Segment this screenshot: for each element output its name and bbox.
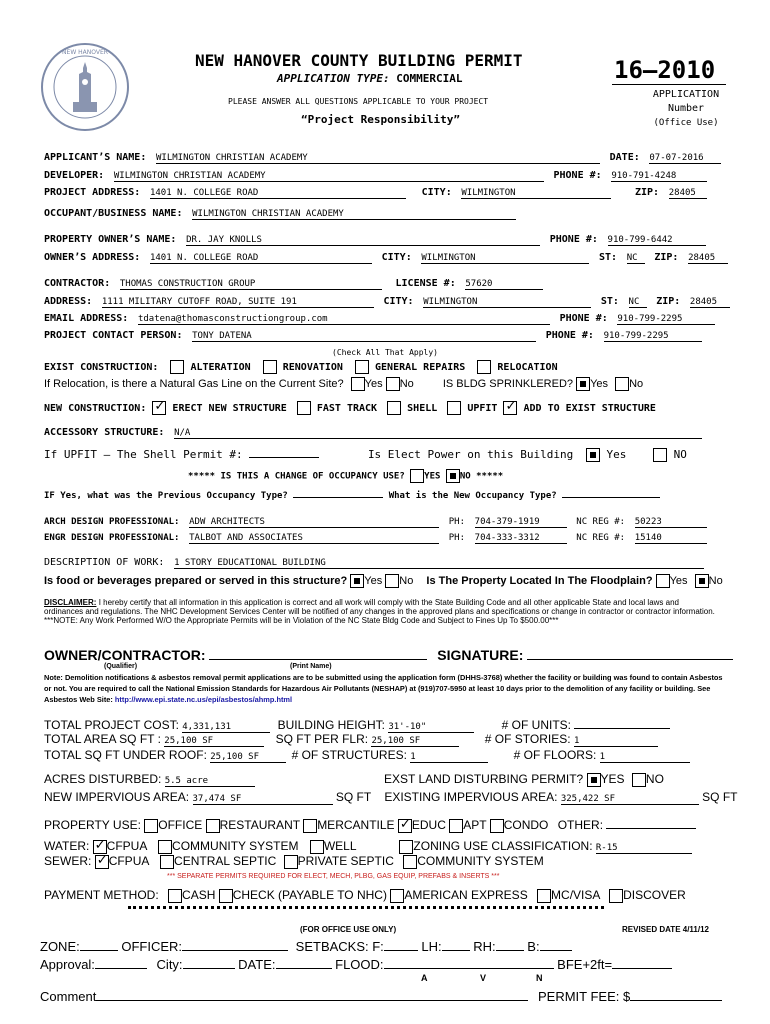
roof-row: [44, 748, 690, 763]
add-exist-label: ADD TO EXIST STRUCTURE: [523, 403, 656, 414]
license-label: LICENSE #:: [395, 278, 456, 289]
area-field[interactable]: 25,100 SF: [164, 736, 264, 747]
gas-no-label: No: [399, 377, 414, 390]
contractor-phone-field[interactable]: 910-799-2295: [617, 314, 715, 325]
permit-fee-field[interactable]: [630, 988, 722, 1001]
general-repairs-checkbox[interactable]: [355, 360, 369, 374]
water-community-label: COMMUNITY SYSTEM: [172, 839, 299, 853]
owner-signature-row: [44, 645, 733, 663]
engr-field[interactable]: TALBOT AND ASSOCIATES: [189, 533, 439, 544]
shell-permit-field[interactable]: [249, 445, 319, 458]
project-zip-label: ZIP:: [635, 187, 660, 198]
occupancy-type-row: [44, 487, 660, 501]
contractor-label: CONTRACTOR:: [44, 278, 111, 289]
sprinkler-yes-checkbox[interactable]: [576, 377, 590, 391]
private-septic-label: PRIVATE SEPTIC: [297, 854, 394, 868]
disclaimer-label: DISCLAIMER:: [44, 598, 97, 607]
height-field[interactable]: 31'-10": [388, 722, 474, 733]
project-city-field[interactable]: WILMINGTON: [461, 188, 611, 199]
elect-no-label: NO: [673, 448, 687, 461]
food-no-label: No: [399, 574, 414, 587]
new-impervious-field[interactable]: 37,474 SF: [193, 794, 333, 805]
central-septic-label: CENTRAL SEPTIC: [174, 854, 277, 868]
elect-no-checkbox[interactable]: [653, 448, 667, 462]
contractor-row: [44, 271, 543, 290]
applicant-name-field[interactable]: WILMINGTON CHRISTIAN ACADEMY: [156, 153, 600, 164]
arch-reg-field[interactable]: 50223: [635, 517, 707, 528]
signature-field[interactable]: [527, 645, 733, 660]
land-permit-yes-checkbox[interactable]: [587, 773, 601, 787]
zoning-label: ZONING USE CLASSIFICATION:: [413, 839, 593, 853]
apt-checkbox[interactable]: [449, 819, 463, 833]
condo-checkbox[interactable]: [490, 819, 504, 833]
mc-label: MC/VISA: [551, 888, 600, 902]
permit-fee-label: PERMIT FEE: $: [537, 989, 631, 1004]
signature-label: SIGNATURE:: [437, 647, 524, 663]
zone-label: ZONE:: [40, 939, 80, 954]
developer-field[interactable]: WILMINGTON CHRISTIAN ACADEMY: [114, 171, 544, 182]
owner-zip-field[interactable]: 28405: [688, 253, 728, 264]
office-date-label: DATE:: [238, 957, 276, 972]
land-permit-no-label: NO: [645, 772, 664, 786]
owner-name-field[interactable]: DR. JAY KNOLLS: [186, 235, 540, 246]
payment-row: [44, 888, 686, 903]
officer-label: OFFICER:: [121, 939, 183, 954]
per-flr-label: SQ FT PER FLR:: [275, 732, 369, 746]
qualifier-note: (Qualifier): [104, 663, 138, 670]
accessory-field[interactable]: N/A: [174, 428, 702, 439]
arch-ph-label: PH:: [448, 517, 466, 527]
exist-construction-label: EXIST CONSTRUCTION:: [44, 362, 159, 373]
owner-st-field[interactable]: NC: [627, 253, 645, 264]
engr-row: [44, 525, 707, 544]
food-flood-row: [44, 574, 723, 588]
arch-field[interactable]: ADW ARCHITECTS: [189, 517, 439, 528]
exist-construction-row: [44, 360, 558, 374]
relocation-label: RELOCATION: [497, 362, 558, 373]
upfit-checkbox[interactable]: [447, 401, 461, 415]
erect-checkbox[interactable]: [152, 401, 166, 415]
owner-phone-label: PHONE #:: [549, 234, 598, 245]
elect-question: Is Elect Power on this Building: [367, 448, 574, 461]
height-label: BUILDING HEIGHT:: [277, 718, 385, 732]
owner-address-label: OWNER’S ADDRESS:: [44, 252, 141, 263]
land-permit-no-checkbox[interactable]: [632, 773, 646, 787]
prev-occupancy-field[interactable]: [293, 487, 383, 498]
payment-label: PAYMENT METHOD:: [44, 888, 159, 902]
per-flr-field[interactable]: 25,100 SF: [371, 736, 459, 747]
owner-contractor-field[interactable]: [209, 645, 427, 660]
b-field[interactable]: [540, 938, 572, 951]
well-checkbox[interactable]: [310, 840, 324, 854]
area-label: TOTAL AREA SQ FT :: [44, 732, 161, 746]
acres-label: ACRES DISTURBED:: [44, 772, 162, 786]
engr-reg-field[interactable]: 15140: [635, 533, 707, 544]
impervious-row: [44, 790, 738, 805]
alteration-label: ALTERATION: [190, 362, 251, 373]
occupancy-row: [188, 469, 503, 483]
condo-label: CONDO: [503, 818, 549, 832]
engr-ph-field[interactable]: 704-333-3312: [475, 533, 567, 544]
exist-impervious-field[interactable]: 325,422 SF: [561, 794, 699, 805]
add-exist-checkbox[interactable]: [503, 401, 517, 415]
mercantile-label: MERCANTILE: [317, 818, 395, 832]
new-occupancy-field[interactable]: [562, 487, 660, 498]
project-city-label: CITY:: [421, 187, 452, 198]
comment-field[interactable]: [96, 988, 528, 1001]
print-name-note: (Print Name): [290, 663, 332, 670]
note-text: Demolition notifications & asbestos removal permit applications are to be submitted using the application form (DHHS-3768) whether the facility or building was found to contain Asbestos or not. You are required to call the National Emission Standards for Hazardous Air Pollutants (NESHAP) at (919)707-5950 at least 10 days prior to the demolition of any facility or building. See Asbestos Web Site:: [44, 673, 723, 704]
contact-label: PROJECT CONTACT PERSON:: [44, 330, 183, 341]
units-field[interactable]: [574, 716, 670, 729]
office-use-label: (Office Use): [653, 118, 719, 128]
flood-v-label: V: [480, 973, 487, 983]
contractor-phone-label: PHONE #:: [559, 313, 608, 324]
stories-field[interactable]: 1: [574, 736, 658, 747]
contractor-field[interactable]: THOMAS CONSTRUCTION GROUP: [120, 279, 382, 290]
arch-label: ARCH DESIGN PROFESSIONAL:: [44, 517, 180, 527]
sewer-community-label: COMMUNITY SYSTEM: [417, 854, 544, 868]
new-construction-label: NEW CONSTRUCTION:: [44, 403, 147, 414]
cash-checkbox[interactable]: [168, 889, 182, 903]
structures-label: # OF STRUCTURES:: [291, 748, 407, 762]
asbestos-link[interactable]: http://www.epi.state.nc.us/epi/asbestos/ahmp.html: [114, 695, 293, 704]
elect-yes-checkbox[interactable]: [586, 448, 600, 462]
alteration-checkbox[interactable]: [170, 360, 184, 374]
description-field[interactable]: 1 STORY EDUCATIONAL BUILDING: [174, 558, 704, 569]
new-impervious-label: NEW IMPERVIOUS AREA:: [44, 790, 190, 804]
contact-phone-label: PHONE #:: [545, 330, 594, 341]
flood-no-label: No: [708, 574, 723, 587]
application-number: 16–2010: [614, 56, 716, 84]
developer-phone-field[interactable]: 910-791-4248: [611, 171, 707, 182]
exist-impervious-label: EXISTING IMPERVIOUS AREA:: [384, 790, 558, 804]
well-label: WELL: [323, 839, 357, 853]
contractor-city-label: CITY:: [383, 296, 414, 307]
disclaimer-text: I hereby certify that all information in this application is correct and all work will comply with the State Building Code and all other applicable State and local laws and ordinances and regulations. The NHC Development Services Center will be notified of any changes in the approved plans and specifications or change in contractor or contractor information. ***NOTE: Any Work Performed W/O the Appropriate Permits will be in Violation of the NC State Bldg Code and Subject to Fines Up To $500.00***: [44, 598, 715, 625]
developer-phone-label: PHONE #:: [553, 170, 602, 181]
project-address-label: PROJECT ADDRESS:: [44, 187, 141, 198]
roof-label: TOTAL SQ FT UNDER ROOF:: [44, 748, 207, 762]
zone-field[interactable]: [80, 938, 118, 951]
food-question: Is food or beverages prepared or served in this structure?: [44, 574, 348, 587]
amex-label: AMERICAN EXPRESS: [404, 888, 528, 902]
contractor-zip-label: ZIP:: [656, 296, 681, 307]
app-type-label: APPLICATION TYPE:: [277, 72, 390, 85]
flood-a-label: A: [421, 973, 428, 983]
owner-name-row: [44, 227, 706, 246]
sewer-row: [44, 854, 544, 869]
rh-label: RH:: [473, 939, 496, 954]
svg-text:NEW HANOVER: NEW HANOVER: [62, 49, 108, 56]
upfit-label: UPFIT: [467, 403, 498, 414]
flood-yes-checkbox[interactable]: [656, 574, 670, 588]
owner-st-label: ST:: [599, 252, 618, 263]
shell-checkbox[interactable]: [387, 401, 401, 415]
occupant-field[interactable]: WILMINGTON CHRISTIAN ACADEMY: [192, 209, 516, 220]
educ-checkbox[interactable]: [398, 819, 412, 833]
renovation-checkbox[interactable]: [263, 360, 277, 374]
private-septic-checkbox[interactable]: [284, 855, 298, 869]
flood-label: FLOOD:: [335, 957, 384, 972]
water-row: [44, 839, 692, 854]
structures-field[interactable]: 1: [410, 752, 488, 763]
app-type: [277, 72, 462, 85]
acres-field[interactable]: 5.5 acre: [165, 776, 255, 787]
license-field[interactable]: 57620: [465, 279, 543, 290]
zoning-field[interactable]: R-15: [596, 843, 692, 854]
approval-label: Approval:: [40, 957, 95, 972]
elect-yes-label: Yes: [606, 448, 627, 461]
app-number-label: [640, 88, 732, 130]
office-use-title: (FOR OFFICE USE ONLY): [300, 925, 397, 934]
restaurant-checkbox[interactable]: [206, 819, 220, 833]
land-permit-yes-label: YES: [600, 772, 625, 786]
occupant-label: OCCUPANT/BUSINESS NAME:: [44, 208, 183, 219]
food-no-checkbox[interactable]: [385, 574, 399, 588]
restaurant-label: RESTAURANT: [219, 818, 300, 832]
water-cfpua-label: CFPUA: [106, 839, 147, 853]
contractor-address-field[interactable]: 1111 MILITARY CUTOFF ROAD, SUITE 191: [102, 297, 374, 308]
sewer-cfpua-checkbox[interactable]: [95, 855, 109, 869]
engr-reg-label: NC REG #:: [576, 533, 626, 543]
accessory-row: [44, 420, 702, 439]
new-construction-row: [44, 401, 656, 415]
land-permit-question: EXST LAND DISTURBING PERMIT?: [384, 772, 584, 786]
sprinkler-yes-label: Yes: [590, 377, 609, 390]
contact-phone-field[interactable]: 910-799-2295: [604, 331, 702, 342]
stories-label: # OF STORIES:: [484, 732, 571, 746]
renovation-label: RENOVATION: [282, 362, 343, 373]
owner-contractor-label: OWNER/CONTRACTOR:: [44, 647, 206, 663]
acres-row: [44, 772, 664, 787]
bfe-field[interactable]: [612, 956, 672, 969]
sprinkler-question: IS BLDG SPRINKLERED?: [442, 377, 574, 390]
zoning-checkbox[interactable]: [399, 840, 413, 854]
comment-row: [40, 988, 722, 1004]
flood-question: Is The Property Located In The Floodplain?: [426, 574, 653, 587]
engr-label: ENGR DESIGN PROFESSIONAL:: [44, 533, 180, 543]
owner-address-row: [44, 245, 728, 264]
amex-checkbox[interactable]: [390, 889, 404, 903]
check-label: CHECK (PAYABLE TO NHC): [232, 888, 387, 902]
office-date-field[interactable]: [276, 956, 332, 969]
description-row: [44, 550, 704, 569]
contact-row: [44, 323, 702, 342]
educ-label: EDUC: [411, 818, 446, 832]
bfe-label: BFE+2ft=: [557, 957, 613, 972]
prev-occupancy-label: IF Yes, what was the Previous Occupancy Type?: [44, 491, 288, 501]
gas-row: [44, 377, 643, 391]
water-cfpua-checkbox[interactable]: [93, 840, 107, 854]
sprinkler-no-label: No: [629, 377, 644, 390]
comment-label: Comment: [40, 989, 97, 1004]
gas-no-checkbox[interactable]: [386, 377, 400, 391]
project-address-field[interactable]: 1401 N. COLLEGE ROAD: [150, 188, 406, 199]
other-field[interactable]: [606, 816, 696, 829]
lh-field[interactable]: [442, 938, 470, 951]
date-label: DATE:: [609, 152, 640, 163]
applicant-name-label: APPLICANT’S NAME:: [44, 152, 147, 163]
property-use-row: [44, 816, 696, 833]
food-yes-label: Yes: [364, 574, 383, 587]
apt-label: APT: [463, 818, 487, 832]
property-use-label: PROPERTY USE:: [44, 818, 141, 832]
description-label: DESCRIPTION OF WORK:: [44, 557, 165, 568]
owner-name-label: PROPERTY OWNER’S NAME:: [44, 234, 177, 245]
owner-phone-field[interactable]: 910-799-6442: [608, 235, 706, 246]
roof-field[interactable]: 25,100 SF: [210, 752, 286, 763]
gas-question: If Relocation, is there a Natural Gas Line on the Current Site?: [44, 377, 344, 390]
food-yes-checkbox[interactable]: [350, 574, 364, 588]
email-label: EMAIL ADDRESS:: [44, 313, 129, 324]
city-label: City:: [156, 957, 183, 972]
sewer-label: SEWER:: [44, 854, 92, 868]
occupancy-question: ***** IS THIS A CHANGE OF OCCUPANCY USE?: [188, 471, 405, 482]
b-label: B:: [527, 939, 540, 954]
sewer-cfpua-label: CFPUA: [108, 854, 149, 868]
flood-n-label: N: [536, 973, 543, 983]
discover-label: DISCOVER: [623, 888, 686, 902]
city-field[interactable]: [183, 956, 235, 969]
setback-f-field[interactable]: [384, 938, 418, 951]
upfit-row: [44, 445, 687, 462]
app-type-value: COMMERCIAL: [396, 72, 463, 85]
water-label: WATER:: [44, 839, 90, 853]
separate-permits-note: *** SEPARATE PERMITS REQUIRED FOR ELECT, MECH, PLBG, GAS EQUIP, PREFABS & INSERTS ***: [167, 873, 500, 880]
flood-no-checkbox[interactable]: [695, 574, 709, 588]
flood-field[interactable]: [384, 956, 554, 969]
check-checkbox[interactable]: [219, 889, 233, 903]
fast-track-label: FAST TRACK: [316, 403, 378, 414]
engr-ph-label: PH:: [448, 533, 466, 543]
cost-label: TOTAL PROJECT COST:: [44, 718, 179, 732]
app-number-label-2: Number: [667, 103, 705, 114]
contact-field[interactable]: TONY DATENA: [192, 331, 536, 342]
email-field[interactable]: tdatena@thomasconstructiongroup.com: [138, 314, 550, 325]
project-zip-field[interactable]: 28405: [669, 188, 707, 199]
exist-impervious-unit: SQ FT: [702, 790, 738, 804]
new-impervious-unit: SQ FT: [335, 790, 371, 804]
revised-date: REVISED DATE 4/11/12: [622, 925, 709, 934]
officer-field[interactable]: [182, 938, 288, 951]
fast-track-checkbox[interactable]: [297, 401, 311, 415]
discover-checkbox[interactable]: [609, 889, 623, 903]
note-label: Note:: [44, 673, 63, 682]
owner-city-label: CITY:: [381, 252, 412, 263]
lh-label: LH:: [421, 939, 442, 954]
contractor-zip-field[interactable]: 28405: [690, 297, 730, 308]
office-checkbox[interactable]: [144, 819, 158, 833]
mc-checkbox[interactable]: [537, 889, 551, 903]
cost-row: [44, 716, 670, 733]
setbacks-label: SETBACKS: F:: [295, 939, 384, 954]
approval-field[interactable]: [95, 956, 147, 969]
owner-city-field[interactable]: WILMINGTON: [421, 253, 589, 264]
cash-label: CASH: [182, 888, 216, 902]
contractor-st-label: ST:: [600, 296, 619, 307]
county-seal: [40, 42, 130, 132]
shell-label: SHELL: [407, 403, 438, 414]
app-number-label-1: APPLICATION: [652, 89, 720, 100]
rh-field[interactable]: [496, 938, 524, 951]
gas-yes-checkbox[interactable]: [351, 377, 365, 391]
floors-label: # OF FLOORS:: [513, 748, 597, 762]
project-address-row: [44, 180, 707, 199]
occupancy-no-label: NO *****: [459, 471, 504, 482]
date-field[interactable]: 07-07-2016: [649, 153, 721, 164]
upfit-question: If UPFIT – The Shell Permit #:: [44, 448, 243, 461]
arch-reg-label: NC REG #:: [576, 517, 626, 527]
accessory-label: ACCESSORY STRUCTURE:: [44, 427, 165, 438]
page-title: NEW HANOVER COUNTY BUILDING PERMIT: [195, 51, 523, 70]
contractor-city-field[interactable]: WILMINGTON: [423, 297, 591, 308]
approval-row: [40, 956, 672, 972]
project-responsibility: “Project Responsibility”: [301, 113, 460, 126]
asbestos-note: [44, 672, 728, 705]
sprinkler-no-checkbox[interactable]: [615, 377, 629, 391]
check-all-note: (Check All That Apply): [332, 348, 438, 357]
cost-field[interactable]: 4,331,131: [182, 722, 270, 733]
contractor-st-field[interactable]: NC: [629, 297, 647, 308]
occupancy-yes-label: YES: [424, 471, 441, 482]
floors-field[interactable]: 1: [600, 752, 690, 763]
units-label: # OF UNITS:: [501, 718, 571, 732]
owner-zip-label: ZIP:: [654, 252, 679, 263]
owner-address-field[interactable]: 1401 N. COLLEGE ROAD: [150, 253, 372, 264]
general-repairs-label: GENERAL REPAIRS: [375, 362, 466, 373]
gas-yes-label: Yes: [364, 377, 383, 390]
contractor-address-label: ADDRESS:: [44, 296, 93, 307]
separator-asterisks: [128, 906, 604, 915]
sewer-community-checkbox[interactable]: [403, 855, 417, 869]
zone-row: [40, 938, 572, 954]
disclaimer: [44, 598, 720, 625]
central-septic-checkbox[interactable]: [160, 855, 174, 869]
relocation-checkbox[interactable]: [477, 360, 491, 374]
office-label: OFFICE: [158, 818, 203, 832]
flood-yes-label: Yes: [669, 574, 688, 587]
developer-label: DEVELOPER:: [44, 170, 105, 181]
other-label: OTHER:: [557, 818, 604, 832]
water-community-checkbox[interactable]: [158, 840, 172, 854]
occupant-row: [44, 201, 516, 220]
arch-ph-field[interactable]: 704-379-1919: [475, 517, 567, 528]
new-occupancy-label: What is the New Occupancy Type?: [388, 491, 557, 501]
applicant-name-row: [44, 145, 724, 164]
erect-label: ERECT NEW STRUCTURE: [172, 403, 287, 414]
occupancy-no-checkbox[interactable]: [446, 469, 460, 483]
area-row: [44, 732, 658, 747]
mercantile-checkbox[interactable]: [303, 819, 317, 833]
instruction: PLEASE ANSWER ALL QUESTIONS APPLICABLE TO YOUR PROJECT: [228, 97, 489, 106]
occupancy-yes-checkbox[interactable]: [410, 469, 424, 483]
